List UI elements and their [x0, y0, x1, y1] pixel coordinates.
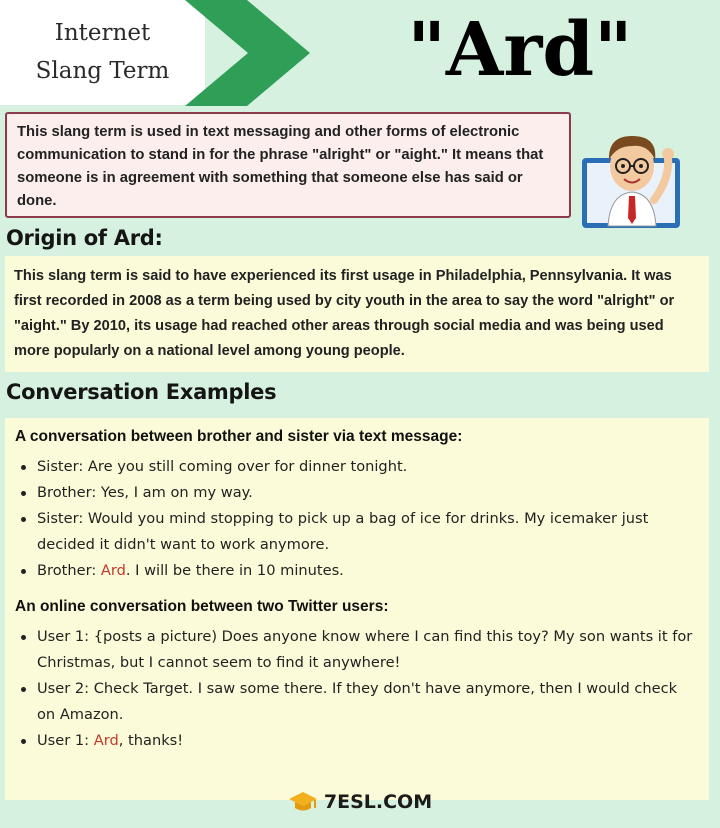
definition-text: This slang term is used in text messaging and other forms of electronic communication to stand in for the phrase "alright" or "aight." It means that someone is in agreement with something that someone else has said or done.: [17, 124, 544, 209]
term-label-line1: Internet: [54, 20, 151, 46]
page-title: "Ard": [407, 7, 633, 93]
list-item: Brother: Yes, I am on my way.: [15, 480, 699, 506]
example-heading: A conversation between brother and sister via text message:: [15, 428, 463, 445]
example-heading: An online conversation between two Twitter users:: [15, 598, 389, 615]
bullet-icon: [21, 465, 26, 470]
list-item: User 2: Check Target. I saw some there. If they don't have anymore, then I would check on Amazon.: [15, 676, 699, 728]
example-2-lines: [15, 624, 699, 754]
list-item: Sister: Are you still coming over for dinner tonight.: [15, 454, 699, 480]
bullet-icon: [21, 569, 26, 574]
bullet-icon: [21, 687, 26, 692]
header: [0, 0, 720, 108]
conversation-section-title: Conversation Examples: [6, 380, 277, 404]
highlighted-term: Ard: [100, 562, 126, 579]
brand-logo-text: 7ESL.COM: [323, 791, 433, 813]
example-1-lines: [15, 454, 699, 584]
origin-section-title: Origin of Ard:: [6, 226, 163, 250]
origin-text: This slang term is said to have experienced its first usage in Philadelphia, Pennsylvania. It was first recorded in 2008 as a term being used by city youth in the area to say the word "alright" or "aight." By 2010, its usage had reached other areas through social media and was being used more popularly on a national level among young people.: [14, 268, 675, 359]
term-label-line2: Slang Term: [35, 58, 170, 84]
list-item: User 1: {posts a picture) Does anyone know where I can find this toy? My son wants it for Christmas, but I cannot seem to find it anywhere!: [15, 624, 699, 676]
list-item: User 1: Ard, thanks!: [15, 728, 699, 754]
teacher-cartoon-icon: [578, 108, 686, 232]
bullet-icon: [21, 491, 26, 496]
conversation-panel: [5, 418, 709, 800]
highlighted-term: Ard: [93, 732, 119, 749]
footer: [0, 786, 720, 822]
bullet-icon: [21, 739, 26, 744]
list-item: Brother: Ard. I will be there in 10 minutes.: [15, 558, 699, 584]
origin-panel: [5, 256, 709, 372]
bullet-icon: [21, 517, 26, 522]
list-item: Sister: Would you mind stopping to pick up a bag of ice for drinks. My icemaker just decided it didn't want to work anymore.: [15, 506, 699, 558]
chevron-arrow-icon: [185, 0, 315, 106]
definition-box: [5, 112, 571, 218]
graduation-cap-icon: [288, 790, 318, 814]
term-label-box: [0, 0, 205, 105]
bullet-icon: [21, 635, 26, 640]
